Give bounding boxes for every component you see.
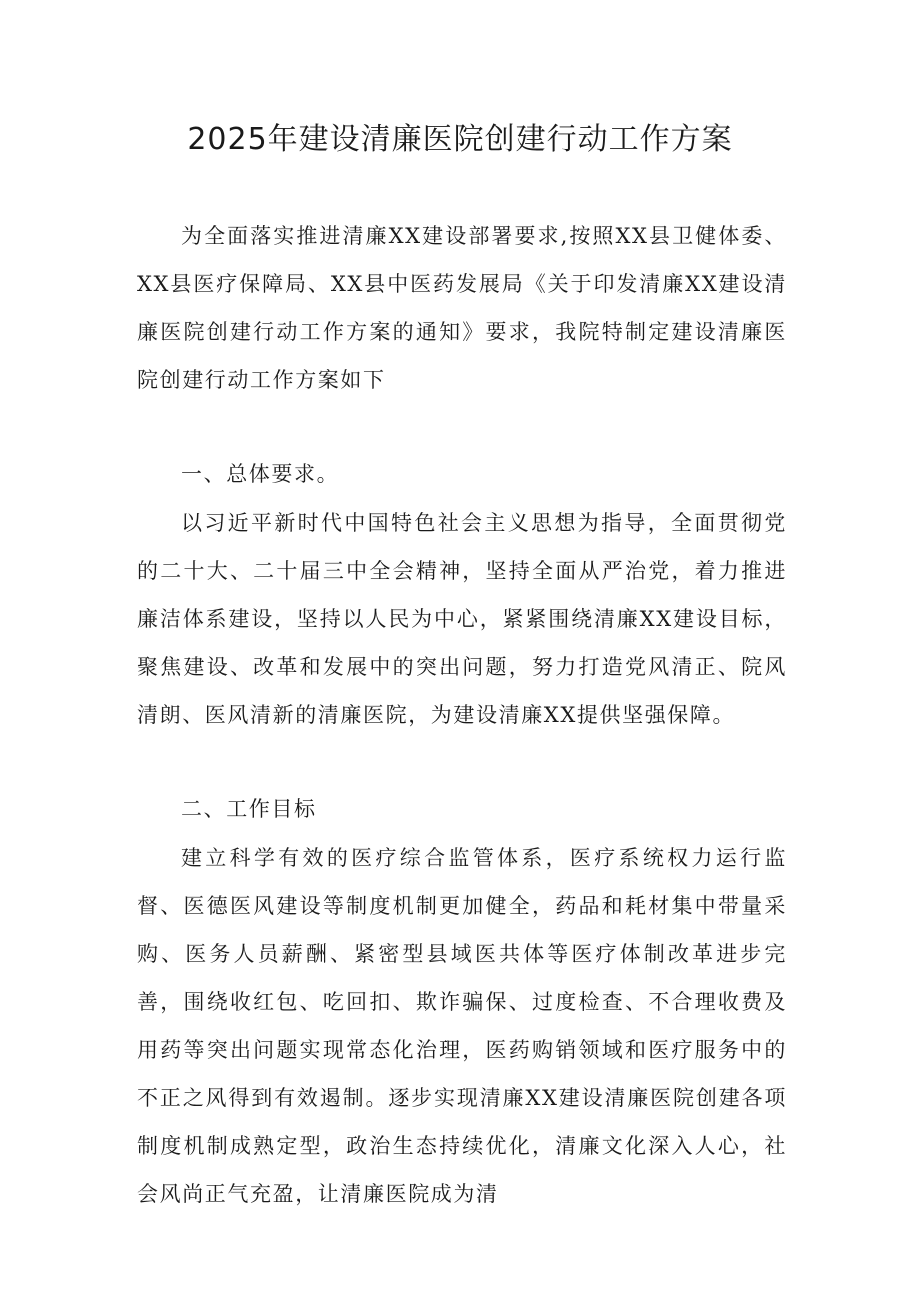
section-body-work-goals: 建立科学有效的医疗综合监管体系，医疗系统权力运行监督、医德医风建设等制度机制更加健全，药品和耗材集中带量采购、医务人员薪酬、紧密型县域医共体等医疗体制改革进步完善，围绕收红包、吃回扣、欺诈骗保、过度检查、不合理收费及用药等突出问题实现常态化治理，医药购销领域和医疗服务中的不正之风得到有效遏制。逐步实现清廉XX建设清廉医院创建各项制度机制成熟定型，政治生态持续优化，清廉文化深入人心，社会风尚正气充盈，让清廉医院成为清	[137, 846, 787, 1206]
document-title: 2025年建设清廉医院创建行动工作方案	[187, 122, 733, 157]
intro-paragraph: 为全面落实推进清廉XX建设部署要求,按照XX县卫健体委、XX县医疗保障局、XX县中医药发展局《关于印发清廉XX建设清廉医院创建行动工作方案的通知》要求，我院特制定建设清廉医院创建行动工作方案如下	[137, 224, 787, 392]
section-heading-overall-requirements: 一、总体要求。	[181, 462, 340, 486]
section-body-overall-requirements: 以习近平新时代中国特色社会主义思想为指导，全面贯彻党的二十大、二十届三中全会精神，坚持全面从严治党，着力推进廉洁体系建设，坚持以人民为中心，紧紧围绕清廉XX建设目标，聚焦建设、改革和发展中的突出问题，努力打造党风清正、院风清朗、医风清新的清廉医院，为建设清廉XX提供坚强保障。	[137, 511, 787, 727]
section-heading-work-goals: 二、工作目标	[181, 797, 317, 821]
